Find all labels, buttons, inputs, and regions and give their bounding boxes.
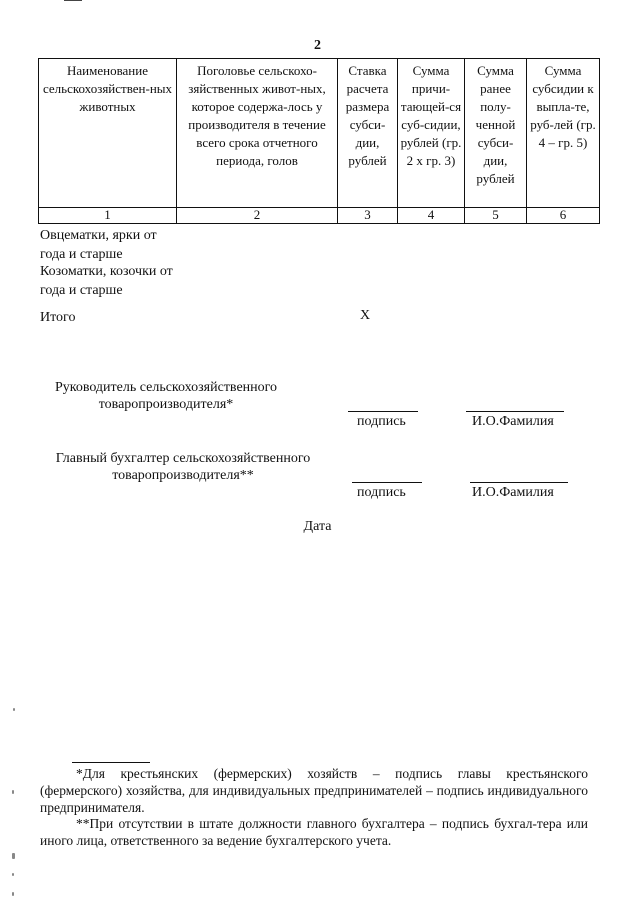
- accountant-name-caption: И.О.Фамилия: [472, 485, 554, 500]
- footnote-accountant: **При отсутствии в штате должности главного бухгалтера – подпись бухгал-тера или иного лица, ответственного за ведение бухгалтерского учета.: [40, 816, 588, 848]
- head-name-line: [466, 411, 564, 412]
- head-signature-caption: подпись: [357, 414, 406, 429]
- footnote-separator: [72, 762, 150, 763]
- header-due-amount: Сумма причи-тающей-ся суб-сидии, рублей (гр. 2 х гр. 3): [398, 59, 465, 208]
- head-title: Руководитель сельскохозяйственного товаропроизводителя*: [54, 380, 278, 412]
- table-column-numbers-row: [39, 208, 600, 224]
- scan-speck: [12, 853, 15, 859]
- column-number: 2: [177, 208, 338, 224]
- accountant-signature-caption: подпись: [357, 485, 406, 500]
- head-name-caption: И.О.Фамилия: [472, 414, 554, 429]
- subsidy-table: [38, 58, 600, 224]
- table-header-row: [39, 59, 600, 208]
- column-number: 6: [527, 208, 600, 224]
- total-rate-mark: Х: [360, 308, 371, 323]
- column-number: 4: [398, 208, 465, 224]
- footnote-head: *Для крестьянских (фермерских) хозяйств – подпись главы крестьянского (фермерского) хозяйства, для индивидуальных предпринимателей – подпись индивидуального предпринимателя.: [40, 766, 588, 815]
- page-number: 2: [314, 38, 321, 53]
- header-headcount: Поголовье сельскохо-зяйственных живот-ных, которое содержа-лось у производителя в течение всего срока отчетного периода, голов: [177, 59, 338, 208]
- head-signature-line: [348, 411, 418, 412]
- column-number: 1: [39, 208, 177, 224]
- header-rate: Ставка расчета размера субси-дии, рублей: [338, 59, 398, 208]
- header-animal-name: Наименование сельскохозяйствен-ных животных: [39, 59, 177, 208]
- accountant-title: Главный бухгалтер сельскохозяйственного товаропроизводителя**: [55, 451, 311, 483]
- row-label-total: Итого: [40, 310, 76, 325]
- header-received-amount: Сумма ранее полу-ченной субси-дии, рублей: [465, 59, 527, 208]
- header-payable-amount: Сумма субсидии к выпла-те, руб-лей (гр. 4 – гр. 5): [527, 59, 600, 208]
- row-label-sheep: Овцематки, ярки от года и старше: [40, 228, 157, 262]
- accountant-signature-line: [352, 482, 422, 483]
- accountant-name-line: [470, 482, 568, 483]
- date-label: Дата: [303, 519, 332, 534]
- scan-speck: [13, 708, 15, 711]
- row-label-goats: Козоматки, козочки от года и старше: [40, 264, 173, 298]
- top-edge-rule: [64, 0, 82, 1]
- scan-speck: [12, 790, 14, 794]
- scan-speck: [12, 873, 14, 876]
- column-number: 5: [465, 208, 527, 224]
- scan-speck: [12, 892, 14, 896]
- column-number: 3: [338, 208, 398, 224]
